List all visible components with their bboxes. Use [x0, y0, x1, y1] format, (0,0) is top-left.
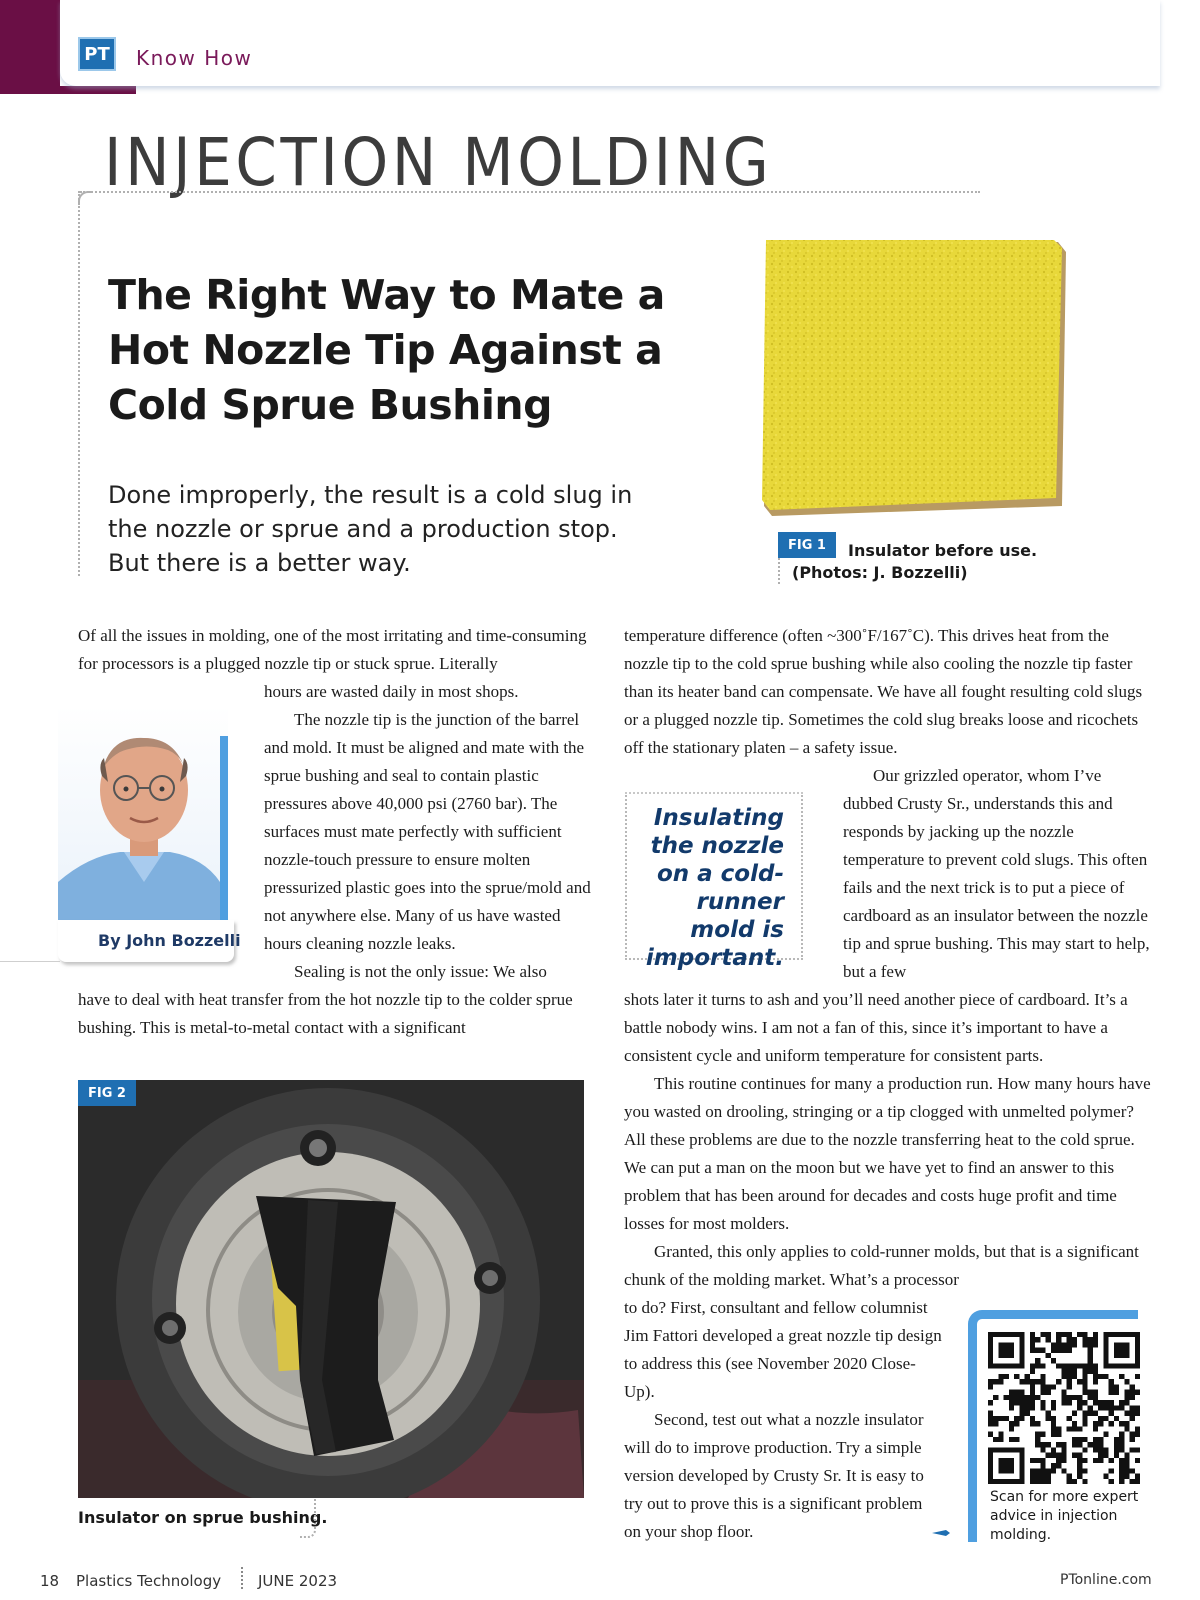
fig2-caption-frame [300, 1498, 316, 1538]
body-right-wrap [843, 762, 1155, 986]
body-left-lead [78, 622, 588, 678]
fig2-sprue-bushing-photo [78, 1080, 584, 1498]
author-photo [58, 706, 228, 920]
fig1-tag: FIG 1 [778, 532, 836, 558]
author-divider [0, 961, 60, 962]
footer-divider [241, 1567, 243, 1589]
website-link[interactable]: PTonline.com [1060, 1572, 1152, 1588]
pt-logo: PT [78, 37, 116, 71]
frame-corner [78, 191, 92, 205]
header-strip [60, 0, 1160, 86]
paragraph: Of all the issues in molding, one of the most irritating and time-consuming for processors is a plugged nozzle tip or stuck sprue. Literally [78, 626, 587, 673]
fig2-tag: FIG 2 [78, 1080, 136, 1106]
paragraph: The nozzle tip is the junction of the barrel and mold. It must be aligned and mate with the sprue bushing and seal to contain plastic pressures above 40,000 psi (2760 bar). The surfaces must mate perfectly with sufficient nozzle-touch pressure to ensure molten pressurized plastic goes into the sprue/mold and not anywhere else. Many of us have wasted hours cleaning nozzle leaks. [264, 710, 591, 953]
fig1-divider [778, 558, 780, 584]
section-edge-bar [0, 0, 60, 94]
section-edge-underline [60, 86, 136, 94]
pullquote-top-rule [625, 792, 803, 794]
pullquote: Insulating the nozzle on a cold-runner mold is important. [645, 805, 784, 971]
paragraph: shots later it turns to ash and you’ll need another piece of cardboard. It’s a battle nobody wins. I am not a fan of this, since it’s important to have a consistent cycle and uniform temperature for consistent parts. [624, 990, 1128, 1065]
page-number: 18 [40, 1572, 60, 1590]
frame-divider-top [80, 191, 980, 193]
paragraph: to do? First, consultant and fellow columnist Jim Fattori developed a great nozzle tip design to address this (see November 2020 Close-Up). [624, 1298, 942, 1401]
paragraph: have to deal with heat transfer from the hot nozzle tip to the colder sprue bushing. This is metal-to-metal contact with a significant [78, 990, 573, 1037]
qr-code[interactable] [988, 1332, 1140, 1484]
headline: The Right Way to Mate a Hot Nozzle Tip Against a Cold Sprue Bushing [108, 271, 665, 429]
fig1-insulator-photo [762, 238, 1068, 520]
body-left-wrap [264, 678, 594, 986]
body-right-lead [624, 622, 1154, 762]
paragraph: hours are wasted daily in most shops. [264, 682, 519, 701]
publication-name: Plastics Technology [76, 1572, 222, 1590]
topic-title: INJECTION MOLDING [104, 124, 773, 201]
frame-divider-left [78, 191, 80, 576]
issue-date: JUNE 2023 [258, 1572, 338, 1590]
paragraph: This routine continues for many a production run. How many hours have you wasted on drooling, stringing or a tip clogged with unmelted polymer? All these problems are due to the nozzle transferring heat to the cold sprue. We can put a man on the moon but we have yet to find an answer to this problem that has been around for decades and costs huge profit and time losses for most molders. [624, 1074, 1151, 1233]
fig1-caption: Insulator before use. (Photos: J. Bozzelli) [792, 541, 1038, 582]
body-left-tail [78, 986, 588, 1042]
section-label: Know How [136, 46, 253, 70]
paragraph: temperature difference (often ~300˚F/167˚C). This drives heat from the nozzle tip to the cold sprue bushing while also cooling the nozzle tip faster than its heater band can compensate. We have all fought resulting cold slugs or a plugged nozzle tip. Sometimes the cold slug breaks loose and ricochets off the stationary platen – a safety issue. [624, 626, 1143, 757]
end-arrow-icon [932, 1528, 950, 1538]
qr-caption: Scan for more expert advice in injection molding. [990, 1489, 1139, 1543]
paragraph: Second, test out what a nozzle insulator will do to improve production. Try a simple version developed by Crusty Sr. It is easy to try out to prove this is a significant problem on your shop floor. [624, 1410, 924, 1541]
body-right-final [624, 1294, 942, 1546]
byline: By John Bozzelli [98, 931, 241, 950]
fig2-caption: Insulator on sprue bushing. [78, 1508, 328, 1527]
paragraph: Granted, this only applies to cold-runner molds, but that is a significant chunk of the molding market. What’s a processor [624, 1242, 1139, 1289]
paragraph: Sealing is not the only issue: We also [294, 962, 547, 981]
paragraph: Our grizzled operator, whom I’ve dubbed Crusty Sr., understands this and responds by jacking up the nozzle temperature to prevent cold slugs. This often fails and the next trick is to put a piece of cardboard as an insulator between the nozzle tip and sprue bushing. This may start to help, but a few [843, 766, 1150, 981]
body-right-cont [624, 986, 1154, 1294]
dek: Done improperly, the result is a cold slug in the nozzle or sprue and a production stop. But there is a better way. [108, 481, 633, 577]
